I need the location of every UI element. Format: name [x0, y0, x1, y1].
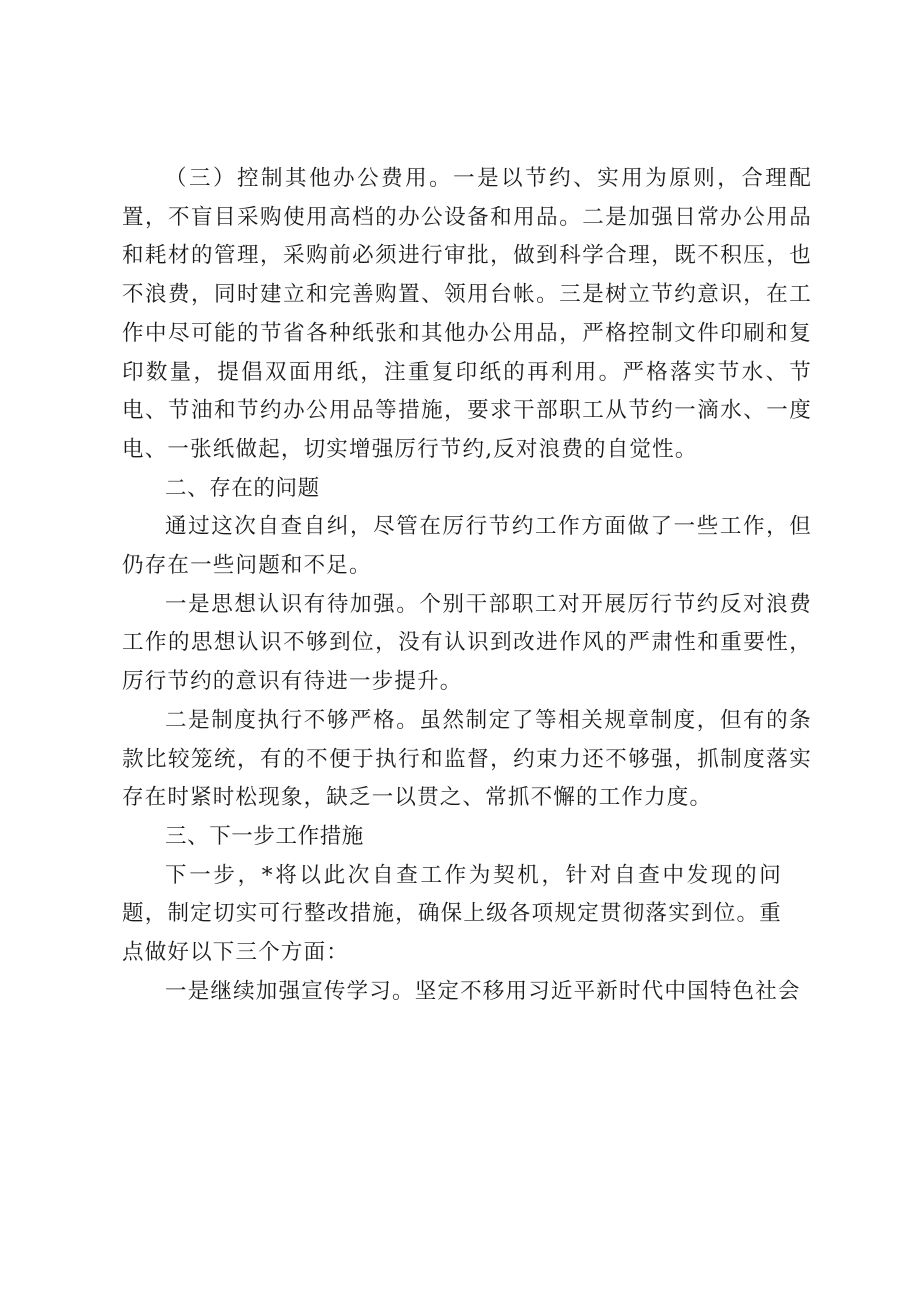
document-body — [122, 160, 812, 1011]
paragraph-problem-awareness: 一是思想认识有待加强。个别干部职工对开展厉行节约反对浪费工作的思想认识不够到位，没有认识到改进作风的严肃性和重要性，厉行节约的意识有待进一步提升。 — [122, 591, 812, 695]
heading-next-steps: 三、下一步工作措施 — [165, 823, 364, 849]
paragraph-next-steps-intro: 下一步，*将以此次自查工作为契机，针对自查中发现的问题，制定切实可行整改措施，确保上级各项规定贯彻落实到位。重点做好以下三个方面： — [122, 862, 782, 966]
paragraph-office-expense-control: （三）控制其他办公费用。一是以节约、实用为原则，合理配置，不盲目采购使用高档的办公设备和用品。二是加强日常办公用品和耗材的管理，采购前必须进行审批，做到科学合理，既不积压，也不浪费，同时建立和完善购置、领用台帐。三是树立节约意识，在工作中尽可能的节省各种纸张和其他办公用品，严格控制文件印刷和复印数量，提倡双面用纸，注重复印纸的再利用。严格落实节水、节电、节油和节约办公用品等措施，要求干部职工从节约一滴水、一度电、一张纸做起，切实增强厉行节约,反对浪费的自觉性。 — [122, 166, 812, 462]
paragraph-next-steps-study: 一是继续加强宣传学习。坚定不移用习近平新时代中国特色社会 — [165, 978, 801, 1004]
paragraph-problem-enforcement: 二是制度执行不够严格。虽然制定了等相关规章制度，但有的条款比较笼统，有的不便于执行和监督，约束力还不够强，抓制度落实存在时紧时松现象，缺乏一以贯之、常抓不懈的工作力度。 — [122, 707, 812, 811]
paragraph-self-inspection-summary: 通过这次自查自纠，尽管在厉行节约工作方面做了一些工作，但仍存在一些问题和不足。 — [122, 514, 812, 579]
heading-existing-problems: 二、存在的问题 — [165, 475, 320, 501]
